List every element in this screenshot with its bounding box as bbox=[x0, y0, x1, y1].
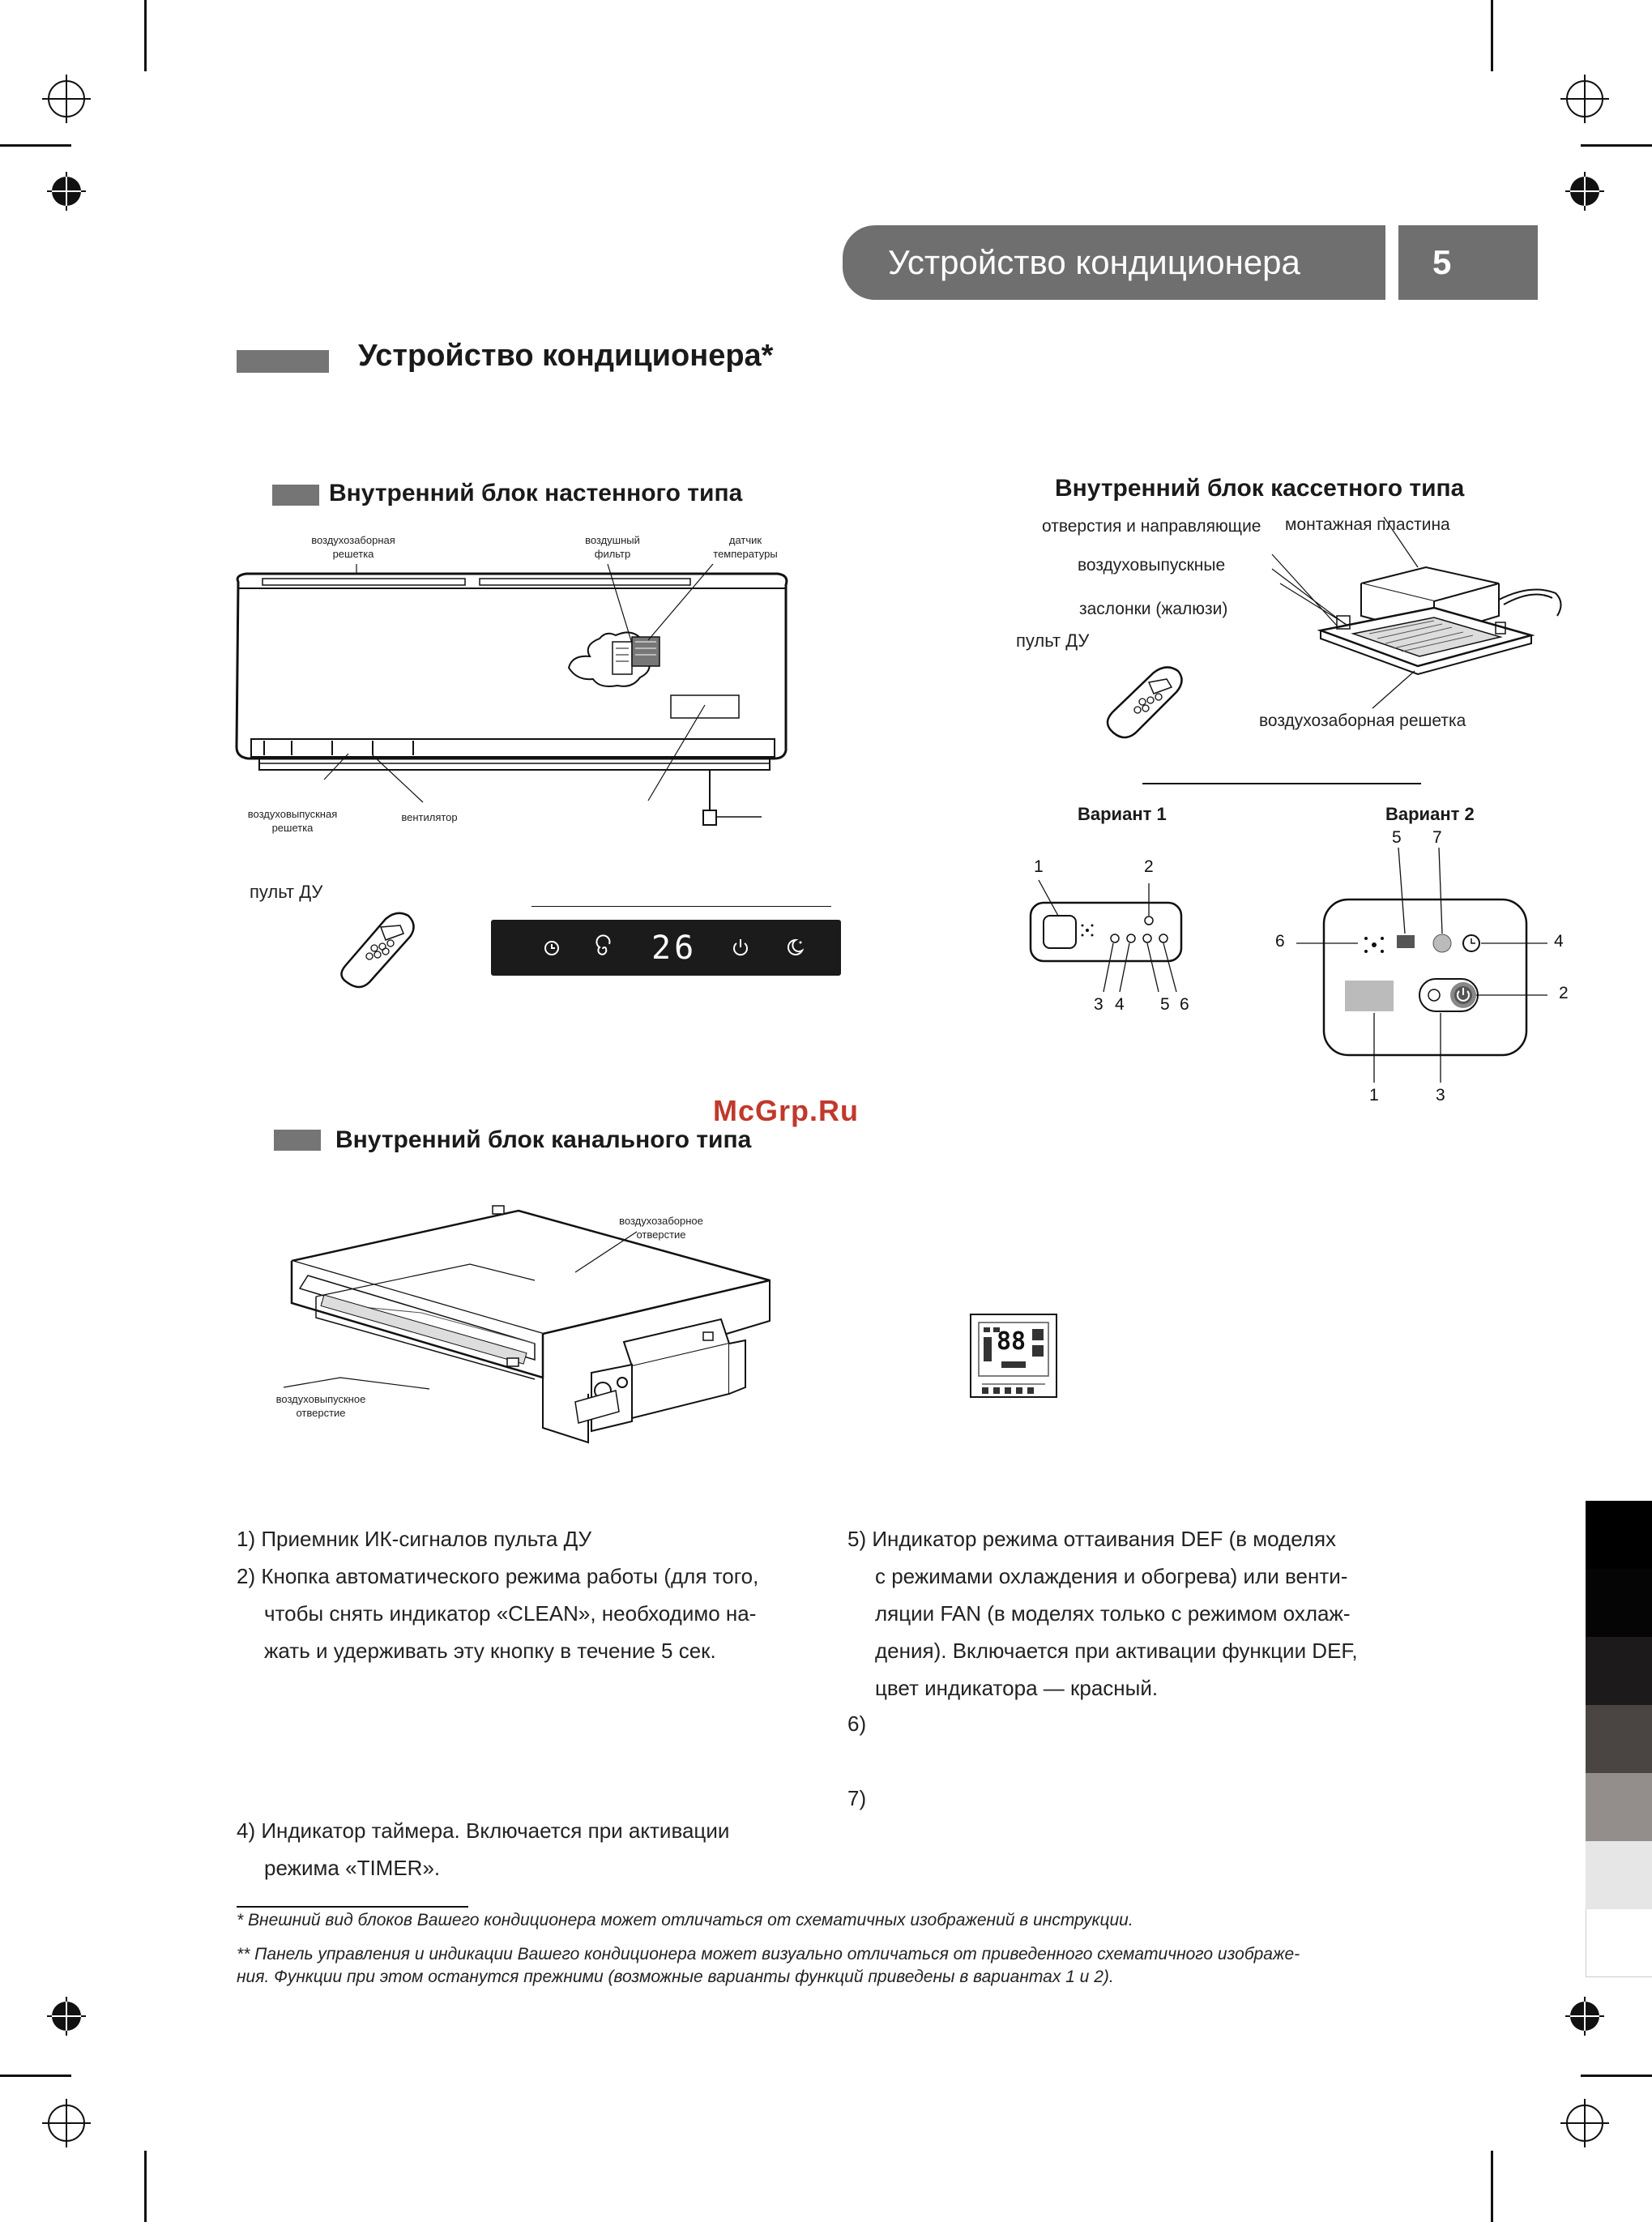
footnote-divider bbox=[237, 1906, 468, 1908]
variants-divider bbox=[1142, 783, 1421, 784]
watermark: McGrp.Ru bbox=[713, 1094, 860, 1127]
label-air-outlet-grille bbox=[232, 807, 353, 835]
footnote-1: * Внешний вид блоков Вашего кондиционера может отличаться от схематичных изображений в инструкции. bbox=[237, 1911, 1133, 1929]
swatch-2 bbox=[1586, 1569, 1652, 1637]
v1-number-4: 4 bbox=[1115, 995, 1125, 1014]
swatch-6 bbox=[1586, 1841, 1652, 1909]
wall-unit-bullet-bar bbox=[272, 485, 319, 506]
v2-number-4: 4 bbox=[1554, 932, 1564, 951]
desc-line: 5) Индикатор режима оттаивания DEF (в моделях bbox=[847, 1527, 1337, 1551]
sleep-moon-icon bbox=[784, 938, 805, 957]
power-icon bbox=[731, 938, 750, 957]
label-holes-line3: заслонки (жалюзи) bbox=[1079, 600, 1228, 618]
label-line: датчик bbox=[728, 534, 762, 546]
desc-line: 4) Индикатор таймера. Включается при активации bbox=[237, 1818, 730, 1843]
desc-line: чтобы снять индикатор «CLEAN», необходимо на- bbox=[264, 1601, 757, 1626]
desc-line: режима «TIMER». bbox=[264, 1856, 441, 1880]
display-temperature: 26 bbox=[651, 929, 698, 967]
desc-item-5 bbox=[847, 1520, 1419, 1707]
desc-line: с режимами охлаждения и обогрева) или венти- bbox=[875, 1564, 1348, 1588]
swatch-1 bbox=[1586, 1501, 1652, 1569]
swatch-7 bbox=[1586, 1909, 1652, 1977]
desc-line: 6) bbox=[847, 1711, 867, 1736]
registration-target-bottom-right-icon bbox=[1560, 2099, 1609, 2147]
footnote-line: ния. Функции при этом останутся прежними (возможные варианты функций приведены в вариантах 1 и 2). bbox=[237, 1968, 1114, 1986]
label-line: отверстие bbox=[636, 1229, 686, 1241]
desc-line: цвет индикатора — красный. bbox=[875, 1676, 1159, 1700]
v2-number-6: 6 bbox=[1275, 932, 1285, 951]
v2-number-3: 3 bbox=[1436, 1086, 1445, 1105]
desc-line: 2) Кнопка автоматического режима работы (для того, bbox=[237, 1564, 759, 1588]
wall-unit-illustration bbox=[227, 567, 794, 835]
desc-line: 1) Приемник ИК-сигналов пульта ДУ bbox=[237, 1527, 592, 1551]
crop-mark-bottom-left-h bbox=[0, 2075, 71, 2077]
label-temp-sensor bbox=[697, 533, 794, 561]
label-intake-grille: воздухозаборная решетка bbox=[1259, 711, 1466, 730]
label-line: воздухозаборное bbox=[619, 1215, 703, 1227]
swatch-5 bbox=[1586, 1773, 1652, 1841]
label-holes-line2: воздуховыпускные bbox=[1078, 556, 1226, 575]
wired-controller-digits: 88 bbox=[997, 1327, 1027, 1356]
label-line: температуры bbox=[713, 548, 778, 560]
label-line: отверстие bbox=[296, 1407, 346, 1419]
page-title: Устройство кондиционера* bbox=[358, 339, 774, 373]
remote-control-wall-icon bbox=[332, 908, 421, 997]
registration-dot-bottom-right-icon bbox=[1565, 1997, 1604, 2036]
variant-2-title: Вариант 2 bbox=[1385, 804, 1475, 824]
v1-number-6: 6 bbox=[1180, 995, 1189, 1014]
crop-mark-bottom-right-h bbox=[1581, 2075, 1652, 2077]
v1-number-3: 3 bbox=[1094, 995, 1103, 1014]
v1-number-1: 1 bbox=[1034, 857, 1044, 876]
crop-mark-top-right-h bbox=[1581, 144, 1652, 147]
v1-number-2: 2 bbox=[1144, 857, 1154, 876]
label-line: решетка bbox=[271, 822, 314, 834]
desc-item-4 bbox=[237, 1812, 809, 1887]
v2-number-7: 7 bbox=[1432, 828, 1442, 847]
v1-number-5: 5 bbox=[1160, 995, 1170, 1014]
desc-line: жать и удерживать эту кнопку в течение 5 сек. bbox=[264, 1639, 716, 1663]
panel-divider bbox=[531, 906, 831, 907]
label-air-intake-grille bbox=[288, 533, 418, 561]
label-line: фильтр bbox=[594, 548, 631, 560]
crop-mark-bottom-left-v bbox=[144, 2151, 147, 2222]
timer-icon bbox=[543, 939, 561, 957]
label-line: воздуховыпускное bbox=[275, 1393, 366, 1405]
cassette-unit-title: Внутренний блок кассетного типа bbox=[1055, 475, 1465, 502]
variant-1-title: Вариант 1 bbox=[1078, 804, 1167, 824]
label-line: воздушный bbox=[585, 534, 640, 546]
swatch-3 bbox=[1586, 1637, 1652, 1705]
label-line: решетка bbox=[332, 548, 374, 560]
label-holes-line1: отверстия и направляющие bbox=[1042, 517, 1261, 536]
swirl-icon bbox=[595, 939, 614, 959]
desc-line: 7) bbox=[847, 1786, 867, 1810]
cassette-unit-illustration bbox=[1272, 535, 1564, 697]
duct-unit-title: Внутренний блок канального типа bbox=[335, 1126, 752, 1153]
label-line: воздухозаборная bbox=[311, 534, 395, 546]
swatch-4 bbox=[1586, 1705, 1652, 1773]
duct-unit-bullet-bar bbox=[274, 1130, 321, 1151]
label-remote-wall: пульт ДУ bbox=[250, 882, 323, 902]
registration-target-top-left-icon bbox=[42, 75, 91, 123]
crop-mark-bottom-right-v bbox=[1491, 2151, 1493, 2222]
duct-unit-illustration bbox=[267, 1199, 810, 1459]
registration-dot-bottom-left-icon bbox=[47, 1997, 86, 2036]
v2-number-1: 1 bbox=[1369, 1086, 1379, 1105]
registration-target-top-right-icon bbox=[1560, 75, 1609, 123]
label-remote-cassette: пульт ДУ bbox=[1016, 630, 1090, 651]
label-mounting-plate: монтажная пластина bbox=[1285, 515, 1450, 534]
registration-target-bottom-left-icon bbox=[42, 2099, 91, 2147]
footnote-line: ** Панель управления и индикации Вашего кондиционера может визуально отличаться от приведенного схематичного изображе- bbox=[237, 1945, 1300, 1963]
remote-control-cassette-icon bbox=[1102, 663, 1191, 744]
wall-unit-display-panel bbox=[491, 920, 841, 976]
v2-number-5: 5 bbox=[1392, 828, 1402, 847]
footnote-2 bbox=[237, 1943, 1419, 1989]
label-line: воздуховыпускная bbox=[247, 808, 338, 820]
desc-line: ляции FAN (в моделях только с режимом охлаж- bbox=[875, 1601, 1351, 1626]
crop-mark-top-right-v bbox=[1491, 0, 1493, 71]
page-number: 5 bbox=[1398, 225, 1538, 300]
variant-1-panel bbox=[1029, 875, 1191, 989]
wired-controller-icon bbox=[969, 1313, 1060, 1400]
label-fan: вентилятор bbox=[401, 811, 458, 823]
v2-number-2: 2 bbox=[1559, 984, 1569, 1002]
desc-line: дения). Включается при активации функции DEF, bbox=[875, 1639, 1358, 1663]
crop-mark-top-left-h bbox=[0, 144, 71, 147]
desc-item-7 bbox=[847, 1780, 1419, 1817]
wall-unit-title: Внутренний блок настенного типа bbox=[329, 480, 743, 506]
desc-item-1 bbox=[237, 1520, 809, 1558]
variant-2-panel bbox=[1296, 843, 1556, 1094]
title-bullet-bar bbox=[237, 350, 329, 373]
registration-dot-top-right-icon bbox=[1565, 172, 1604, 211]
registration-dot-top-left-icon bbox=[47, 172, 86, 211]
desc-item-6 bbox=[847, 1705, 1419, 1742]
section-header-tab: Устройство кондиционера bbox=[843, 225, 1385, 300]
label-duct-outlet bbox=[256, 1392, 386, 1420]
desc-item-2 bbox=[237, 1558, 809, 1669]
crop-mark-top-left-v bbox=[144, 0, 147, 71]
label-air-filter bbox=[564, 533, 661, 561]
